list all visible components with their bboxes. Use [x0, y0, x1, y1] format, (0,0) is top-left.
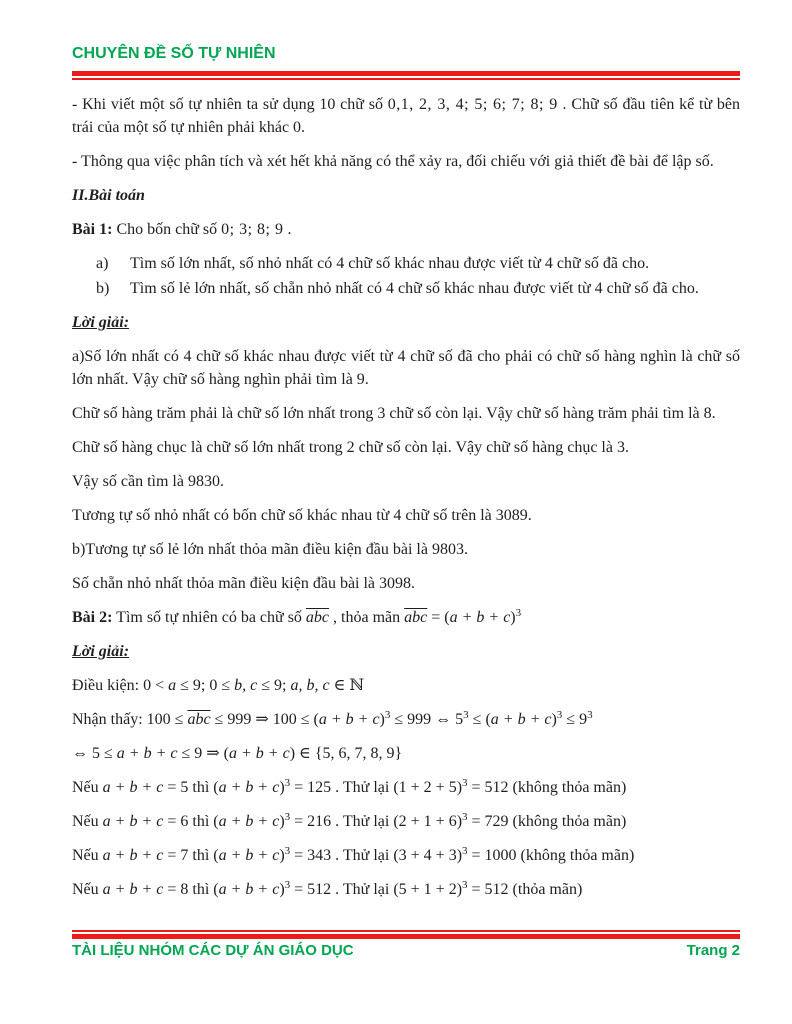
footer-left-text: TÀI LIỆU NHÓM CÁC DỰ ÁN GIÁO DỤC — [72, 942, 354, 959]
footer-page-number: Trang 2 — [686, 942, 740, 959]
expr-run: a + b + c — [490, 711, 552, 728]
math-run: ≤ 999 ⇒ 100 ≤ ( — [210, 711, 319, 728]
page-footer — [0, 930, 792, 959]
math-run: = 343 . Thử lại (3 + 4 + 3) — [290, 847, 463, 864]
expr-run: a + b + c — [102, 813, 164, 830]
footer-divider — [72, 930, 740, 939]
math-run: ≤ ( — [468, 711, 491, 728]
math-run: ≤ 999 ⇔ 5 — [390, 711, 464, 728]
text-run: Nếu — [72, 779, 103, 796]
exponent: 3 — [284, 879, 291, 891]
text-run: . — [283, 221, 292, 238]
item-text: Tìm số lẻ lớn nhất, số chẵn nhỏ nhất có 4 chữ số khác nhau được viết từ 4 chữ số đã cho. — [130, 280, 699, 297]
solution2-deduction — [72, 742, 740, 765]
math-run: ≤ 9; — [257, 677, 291, 694]
math-run: ≤ 9; 0 ≤ — [176, 677, 235, 694]
exponent: 3 — [587, 709, 593, 721]
math-run: ⇔ 5 ≤ — [72, 745, 117, 762]
section-heading: II.Bài toán — [72, 187, 145, 204]
solution1-label-row — [72, 311, 740, 334]
math-run: = 1000 (không thỏa mãn) — [467, 847, 635, 864]
solution1-para-5: Tương tự số nhỏ nhất có bốn chữ số khác nhau từ 4 chữ số trên là 3089. — [72, 507, 532, 524]
item-marker-b: b) — [96, 280, 110, 297]
text-run: . Chữ số đầu tiên kể từ bên trái của một số tự nhiên phải khác 0. — [72, 96, 741, 136]
solution1-para-7: Số chẵn nhỏ nhất thỏa mãn điều kiện đầu bài là 3098. — [72, 575, 416, 592]
solution2-observation — [72, 708, 740, 731]
solution2-condition — [72, 674, 740, 697]
expr-run: a + b + c — [102, 847, 164, 864]
page-header — [0, 0, 792, 80]
solution1-para-4: Vậy số cần tìm là 9830. — [72, 473, 224, 490]
exponent: 3 — [462, 811, 468, 823]
exponent: 3 — [384, 709, 391, 721]
solution2-label-row — [72, 640, 740, 663]
math-run: = ( — [427, 609, 450, 626]
exponent: 3 — [462, 879, 468, 891]
solution1-label: Lời giải: — [72, 314, 130, 331]
text-run: Nếu — [72, 813, 103, 830]
solution1-para-3: Chữ số hàng chục là chữ số lớn nhất trong 2 chữ số còn lại. Vậy chữ số hàng chục là 3. — [72, 439, 629, 456]
exponent: 3 — [284, 811, 291, 823]
exponent: 3 — [284, 845, 291, 857]
solution2-case-4 — [72, 878, 740, 901]
exponent: 3 — [462, 777, 468, 789]
math-run: = 216 . Thử lại (2 + 1 + 6) — [290, 813, 463, 830]
header-divider — [72, 71, 740, 80]
problem2-statement — [72, 606, 740, 629]
math-run: = 512 (không thỏa mãn) — [467, 779, 627, 796]
solution1-para-6: b)Tương tự số lẻ lớn nhất thỏa mãn điều kiện đầu bài là 9803. — [72, 541, 468, 558]
math-run: ) — [551, 711, 557, 728]
problem1-items — [72, 252, 740, 300]
math-run: = 512 . Thử lại (5 + 1 + 2) — [290, 881, 463, 898]
exponent: 3 — [463, 709, 469, 721]
expr-run: a + b + c — [318, 711, 380, 728]
math-run: ) — [279, 813, 285, 830]
expr-run: a + b + c — [102, 881, 164, 898]
note-writing-digits — [72, 93, 740, 139]
var-run: a — [168, 677, 177, 694]
header-title: CHUYÊN ĐỀ SỐ TỰ NHIÊN — [72, 45, 276, 62]
exponent: 3 — [556, 709, 563, 721]
math-run: ≤ 9 ⇒ ( — [177, 745, 229, 762]
exponent: 3 — [284, 777, 291, 789]
math-run: 100 ≤ — [146, 711, 188, 728]
text-run: Nhận thấy: — [72, 711, 147, 728]
math-run: ) ∈ {5, 6, 7, 8, 9} — [289, 745, 403, 762]
problem1-statement — [72, 218, 740, 241]
exponent: 3 — [515, 607, 522, 619]
var-run: b, c — [234, 677, 258, 694]
expr-run: a + b + c — [218, 813, 280, 830]
text-run: Điều kiện: — [72, 677, 144, 694]
problem2-label: Bài 2: — [72, 609, 113, 626]
text-run: - Khi viết một số tự nhiên ta sử dụng 10 chữ số — [72, 96, 388, 113]
text-run: Nếu — [72, 881, 103, 898]
expr-run: a + b + c — [116, 745, 178, 762]
expr-run: a + b + c — [218, 779, 280, 796]
math-run: = 125 . Thử lại (1 + 2 + 5) — [290, 779, 463, 796]
given-digits-run: 0; 3; 8; 9 — [221, 221, 284, 238]
math-run: = 6 thì ( — [163, 813, 219, 830]
item-text: Tìm số lớn nhất, số nhỏ nhất có 4 chữ số khác nhau được viết từ 4 chữ số đã cho. — [130, 255, 650, 272]
digit-list-run: 0,1, 2, 3, 4; 5; 6; 7; 8; 9 — [387, 96, 558, 113]
math-run: ) — [279, 847, 285, 864]
math-run: ) — [279, 779, 285, 796]
text-run: Tìm số tự nhiên có ba chữ số — [112, 609, 306, 626]
math-run: ) — [510, 609, 516, 626]
math-run: ) — [279, 881, 285, 898]
expr-run: a + b + c — [449, 609, 511, 626]
abc-overline: $\overline{abc}$ — [404, 609, 428, 626]
math-run: 0 < — [143, 677, 169, 694]
abc-overline: $\overline{abc}$ — [305, 609, 330, 626]
math-run: = 8 thì ( — [163, 881, 219, 898]
solution2-label: Lời giải: — [72, 643, 130, 660]
math-run: = 729 (không thỏa mãn) — [467, 813, 627, 830]
solution2-case-2 — [72, 810, 740, 833]
math-run: = 512 (thỏa mãn) — [467, 881, 583, 898]
abc-overline: $\overline{abc}$ — [187, 711, 211, 728]
math-run: ≤ 9 — [562, 711, 588, 728]
math-run: ∈ ℕ — [329, 677, 365, 694]
math-run: = 7 thì ( — [163, 847, 219, 864]
text-run: , thỏa mãn — [329, 609, 405, 626]
solution1-para-2: Chữ số hàng trăm phải là chữ số lớn nhất trong 3 chữ số còn lại. Vậy chữ số hàng trăm phải tìm là 8. — [72, 405, 716, 422]
solution2-case-3 — [72, 844, 740, 867]
text-run: Cho bốn chữ số — [112, 221, 222, 238]
math-run: = 5 thì ( — [163, 779, 219, 796]
expr-run: a + b + c — [218, 881, 280, 898]
text-run: Nếu — [72, 847, 103, 864]
problem1-item-a — [96, 252, 740, 275]
document-content — [0, 80, 792, 901]
expr-run: a + b + c — [229, 745, 290, 762]
item-marker-a: a) — [96, 255, 109, 272]
divider-thick-line — [72, 934, 740, 939]
expr-run: a + b + c — [218, 847, 280, 864]
exponent: 3 — [462, 845, 468, 857]
var-run: a, b, c — [290, 677, 330, 694]
solution2-case-1 — [72, 776, 740, 799]
note-analysis: - Thông qua việc phân tích và xét hết khả năng có thể xảy ra, đối chiếu với giả thiết đề bài để lập số. — [72, 153, 714, 170]
expr-run: a + b + c — [102, 779, 164, 796]
problem1-label: Bài 1: — [72, 221, 113, 238]
problem1-item-b — [96, 277, 740, 300]
solution1-para-1: a)Số lớn nhất có 4 chữ số khác nhau được viết từ 4 chữ số đã cho phải có chữ số hàng nghìn là chữ số lớn nhất. Vậy chữ số hàng nghìn phải tìm là 9. — [72, 348, 740, 388]
math-run: ) — [379, 711, 385, 728]
